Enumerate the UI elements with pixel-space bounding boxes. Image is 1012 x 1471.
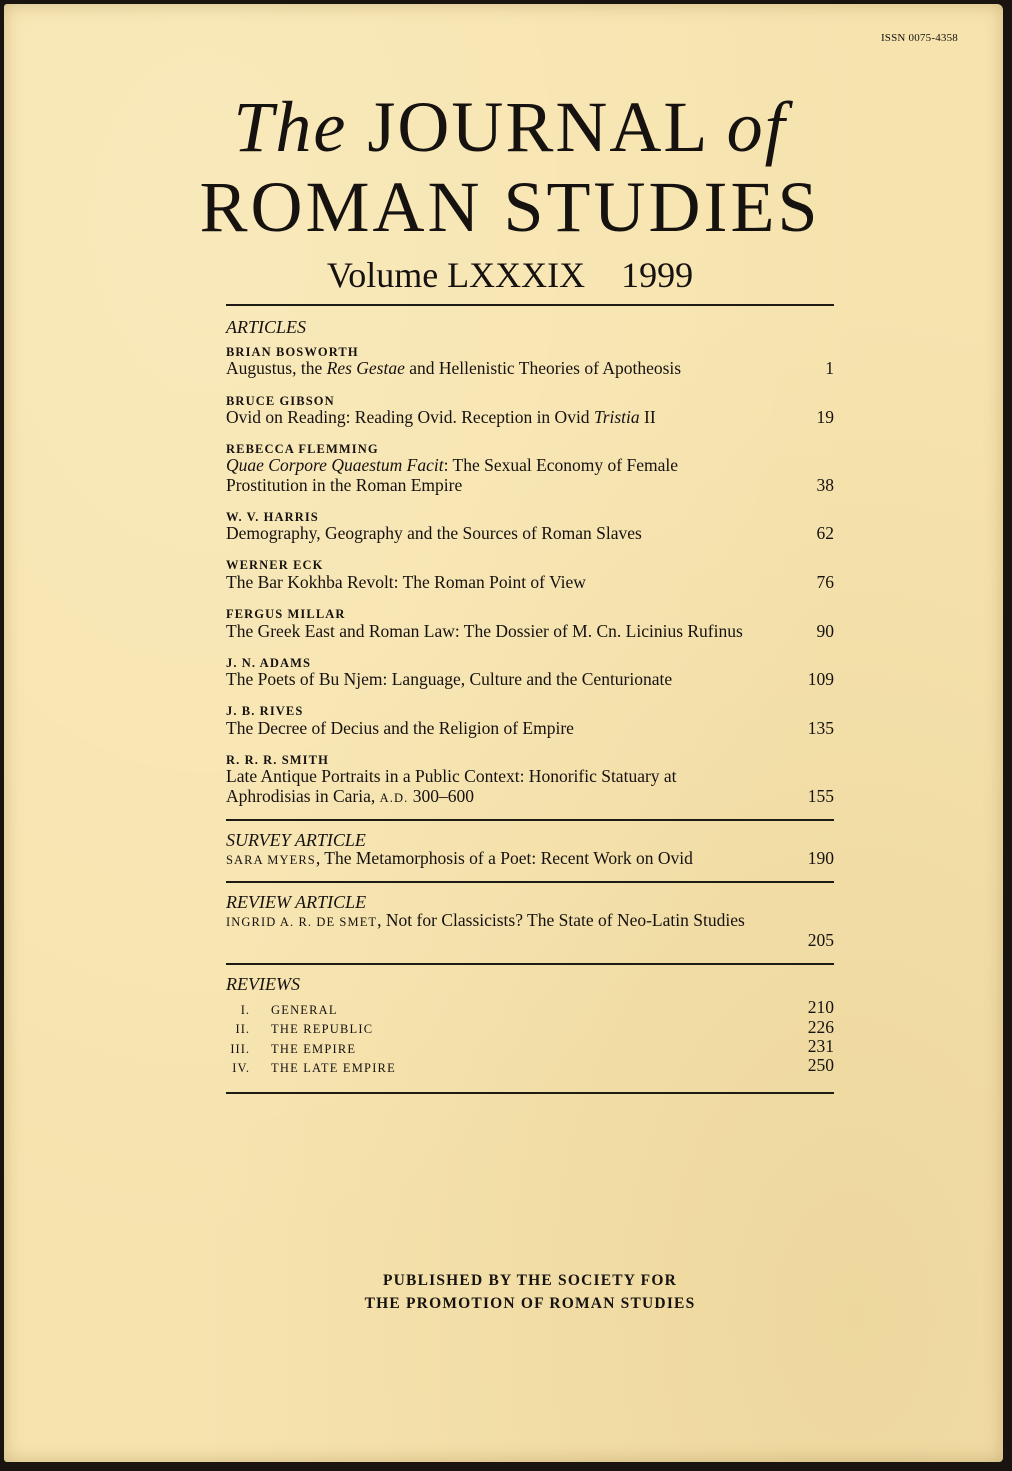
- divider: [226, 963, 834, 965]
- review-category: THE EMPIRE: [271, 1042, 357, 1056]
- review-page: 231: [807, 1036, 834, 1056]
- volume-label: Volume LXXXIX: [326, 255, 586, 295]
- review-article-author: INGRID A. R. DE SMET: [226, 915, 378, 929]
- divider: [226, 304, 834, 306]
- review-numeral: II.: [235, 1022, 250, 1036]
- survey-author: SARA MYERS: [226, 853, 316, 867]
- review-numeral: III.: [230, 1042, 250, 1056]
- article-page: 62: [816, 523, 834, 543]
- article-title: Ovid on Reading: Reading Ovid. Reception in Ovid Tristia II: [226, 407, 656, 427]
- volume-line: [4, 252, 1012, 298]
- review-article-entry: [226, 910, 834, 933]
- publisher-line2: THE PROMOTION OF ROMAN STUDIES: [364, 1295, 696, 1312]
- article-page: 155: [807, 786, 834, 806]
- review-category: GENERAL: [271, 1003, 338, 1017]
- article-title: Late Antique Portraits in a Public Context: Honorific Statuary at: [226, 766, 677, 786]
- article-title-continued: Prostitution in the Roman Empire: [226, 475, 463, 495]
- article-page: 1: [825, 358, 834, 378]
- publisher-line1: PUBLISHED BY THE SOCIETY FOR: [382, 1272, 677, 1289]
- section-heading-survey: SURVEY ARTICLE: [226, 830, 366, 850]
- article-title-continued: Aphrodisias in Caria, A.D. 300–600: [226, 786, 474, 806]
- article-page: 90: [816, 621, 834, 641]
- article-author: W. V. HARRIS: [226, 510, 319, 524]
- article-title: Augustus, the Res Gestae and Hellenistic Theories of Apotheosis: [226, 358, 682, 378]
- title-of: of: [726, 87, 787, 167]
- article-page: 19: [816, 407, 834, 427]
- divider: [226, 881, 834, 883]
- review-numeral: IV.: [232, 1061, 250, 1075]
- article-page: 109: [807, 669, 834, 689]
- article-author: BRIAN BOSWORTH: [226, 345, 359, 359]
- article-page: 135: [807, 718, 834, 738]
- title-journal: JOURNAL: [367, 87, 707, 167]
- review-article-title: , Not for Classicists? The State of Neo-Latin Studies: [377, 910, 745, 930]
- article-author: FERGUS MILLAR: [226, 607, 346, 621]
- survey-article-entry: [226, 848, 806, 871]
- publisher-imprint: [4, 1269, 1012, 1315]
- article-page: 38: [816, 475, 834, 495]
- section-heading-articles: ARTICLES: [226, 317, 307, 337]
- article-author: J. N. ADAMS: [226, 656, 312, 670]
- article-title: The Decree of Decius and the Religion of Empire: [226, 718, 574, 738]
- divider: [226, 1092, 834, 1094]
- journal-cover: [4, 4, 1003, 1462]
- article-author: J. B. RIVES: [226, 704, 304, 718]
- review-category: THE REPUBLIC: [271, 1022, 374, 1036]
- title-the: The: [233, 87, 348, 167]
- divider: [226, 819, 834, 821]
- volume-year: 1999: [621, 255, 694, 295]
- review-page: 210: [807, 997, 834, 1017]
- review-page: 250: [807, 1055, 834, 1075]
- article-title: Quae Corpore Quaestum Facit: The Sexual Economy of Female: [226, 455, 679, 475]
- survey-title: , The Metamorphosis of a Poet: Recent Work on Ovid: [315, 848, 693, 868]
- article-author: REBECCA FLEMMING: [226, 442, 379, 456]
- section-heading-review-article: REVIEW ARTICLE: [226, 892, 367, 912]
- article-title: The Greek East and Roman Law: The Dossier of M. Cn. Licinius Rufinus: [226, 621, 743, 641]
- review-category: THE LATE EMPIRE: [271, 1061, 396, 1075]
- article-title: The Poets of Bu Njem: Language, Culture and the Centurionate: [226, 669, 673, 689]
- issn-number: ISSN 0075-4358: [880, 32, 958, 44]
- article-title: Demography, Geography and the Sources of Roman Slaves: [226, 523, 642, 543]
- section-heading-reviews: REVIEWS: [226, 974, 300, 994]
- survey-page: 190: [807, 848, 834, 868]
- journal-title-line1: [4, 82, 1012, 172]
- article-author: R. R. R. SMITH: [226, 753, 329, 767]
- article-title: The Bar Kokhba Revolt: The Roman Point of View: [226, 572, 586, 592]
- article-author: WERNER ECK: [226, 558, 324, 572]
- review-numeral: I.: [240, 1003, 250, 1017]
- journal-title-line2: ROMAN STUDIES: [199, 167, 821, 247]
- article-author: BRUCE GIBSON: [226, 394, 335, 408]
- review-page: 226: [807, 1017, 834, 1037]
- review-article-page: 205: [807, 930, 834, 950]
- article-page: 76: [816, 572, 834, 592]
